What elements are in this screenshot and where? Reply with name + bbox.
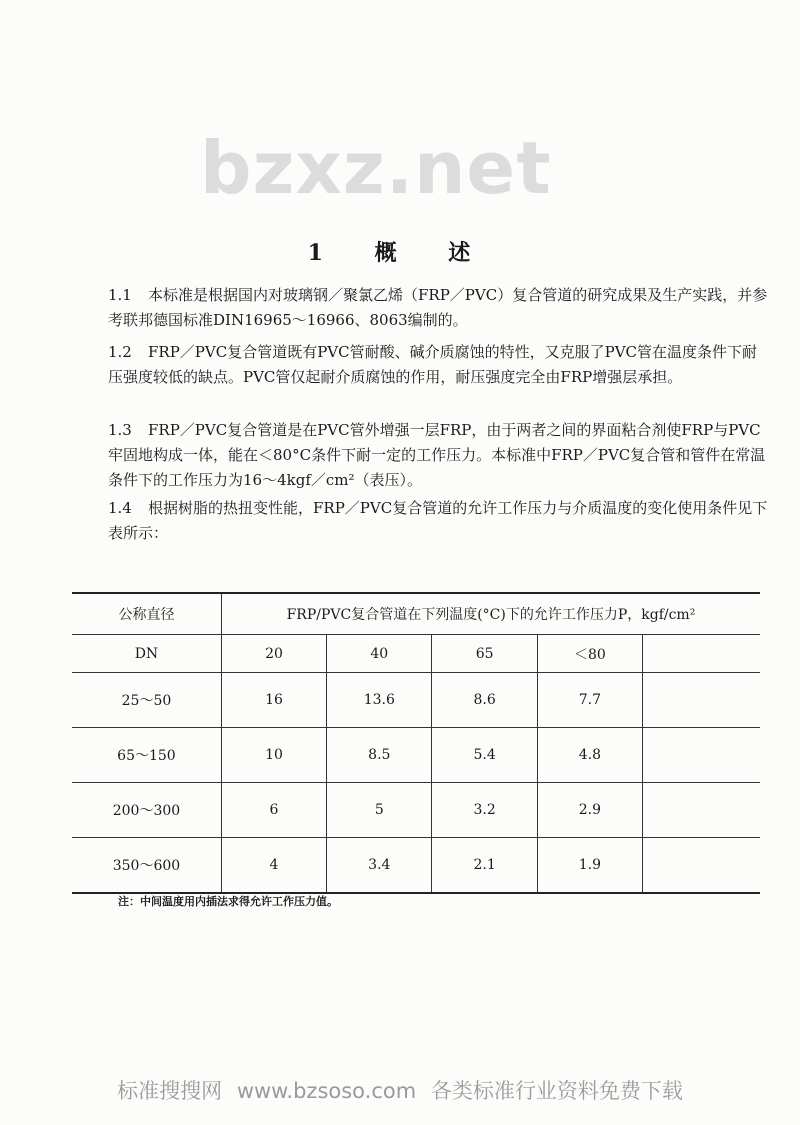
value-cell: 8.6 (432, 673, 537, 728)
dn-cell: 350～600 (72, 838, 221, 894)
value-cell: 3.4 (327, 838, 432, 894)
value-cell: 6 (221, 783, 326, 838)
value-cell: 8.5 (327, 728, 432, 783)
temp-header: 40 (327, 635, 432, 673)
empty-cell (643, 838, 761, 894)
col-header-pressure: FRP/PVC复合管道在下列温度(°C)下的允许工作压力P，kgf/cm² (221, 593, 760, 635)
table-row (72, 783, 760, 838)
paragraph-text: 根据树脂的热扭变性能，FRP／PVC复合管道的允许工作压力与介质温度的变化使用条件见下表所示： (108, 499, 768, 542)
footer-url[interactable]: www.bzsoso.com (236, 1079, 417, 1103)
paragraph-1-1 (108, 283, 768, 333)
table-note: 注：中间温度用内插法求得允许工作压力值。 (118, 895, 338, 908)
paragraph-text: FRP／PVC复合管道是在PVC管外增强一层FRP，由于两者之间的界面粘合剂使FRP与PVC牢固地构成一体，能在＜80°C条件下耐一定的工作压力。本标准中FRP／PVC复合管和管件在常温条件下的工作压力为16～4kgf／cm²（表压）。 (108, 421, 766, 489)
paragraph-1-2 (108, 340, 768, 390)
temp-header-empty (643, 635, 761, 673)
footer-slogan: 各类标准行业资料免费下载 (430, 1079, 683, 1103)
dn-cell: 65～150 (72, 728, 221, 783)
value-cell: 4 (221, 838, 326, 894)
value-cell: 7.7 (537, 673, 642, 728)
section-heading: 1 概 述 (307, 240, 493, 266)
value-cell: 2.1 (432, 838, 537, 894)
table-row (72, 728, 760, 783)
paragraph-1-3 (108, 418, 768, 493)
value-cell: 2.9 (537, 783, 642, 838)
temp-header: 65 (432, 635, 537, 673)
value-cell: 1.9 (537, 838, 642, 894)
paragraph-number: 1.3 (108, 421, 132, 439)
value-cell: 16 (221, 673, 326, 728)
empty-cell (643, 673, 761, 728)
footer-site: 标准搜搜网 (117, 1079, 223, 1103)
paragraph-text: 本标准是根据国内对玻璃钢／聚氯乙烯（FRP／PVC）复合管道的研究成果及生产实践，并参考联邦德国标准DIN16965～16966、8063编制的。 (108, 286, 768, 329)
paragraph-1-4 (108, 496, 768, 546)
paragraph-number: 1.2 (108, 343, 132, 361)
table-row (72, 673, 760, 728)
value-cell: 13.6 (327, 673, 432, 728)
empty-cell (643, 728, 761, 783)
paragraph-number: 1.4 (108, 499, 132, 517)
value-cell: 5 (327, 783, 432, 838)
value-cell: 3.2 (432, 783, 537, 838)
value-cell: 5.4 (432, 728, 537, 783)
table-row (72, 838, 760, 894)
col-header-dn-symbol: DN (72, 635, 221, 673)
dn-cell: 25～50 (72, 673, 221, 728)
value-cell: 10 (221, 728, 326, 783)
temp-header: 20 (221, 635, 326, 673)
pressure-table (72, 592, 760, 894)
empty-cell (643, 783, 761, 838)
temp-header: ＜80 (537, 635, 642, 673)
footer-banner (0, 1075, 800, 1105)
value-cell: 4.8 (537, 728, 642, 783)
dn-cell: 200～300 (72, 783, 221, 838)
col-header-dn: 公称直径 (72, 593, 221, 635)
watermark: bzxz.net (200, 126, 552, 210)
paragraph-text: FRP／PVC复合管道既有PVC管耐酸、碱介质腐蚀的特性，又克服了PVC管在温度条件下耐压强度较低的缺点。PVC管仅起耐介质腐蚀的作用，耐压强度完全由FRP增强层承担。 (108, 343, 758, 386)
paragraph-number: 1.1 (108, 286, 132, 304)
